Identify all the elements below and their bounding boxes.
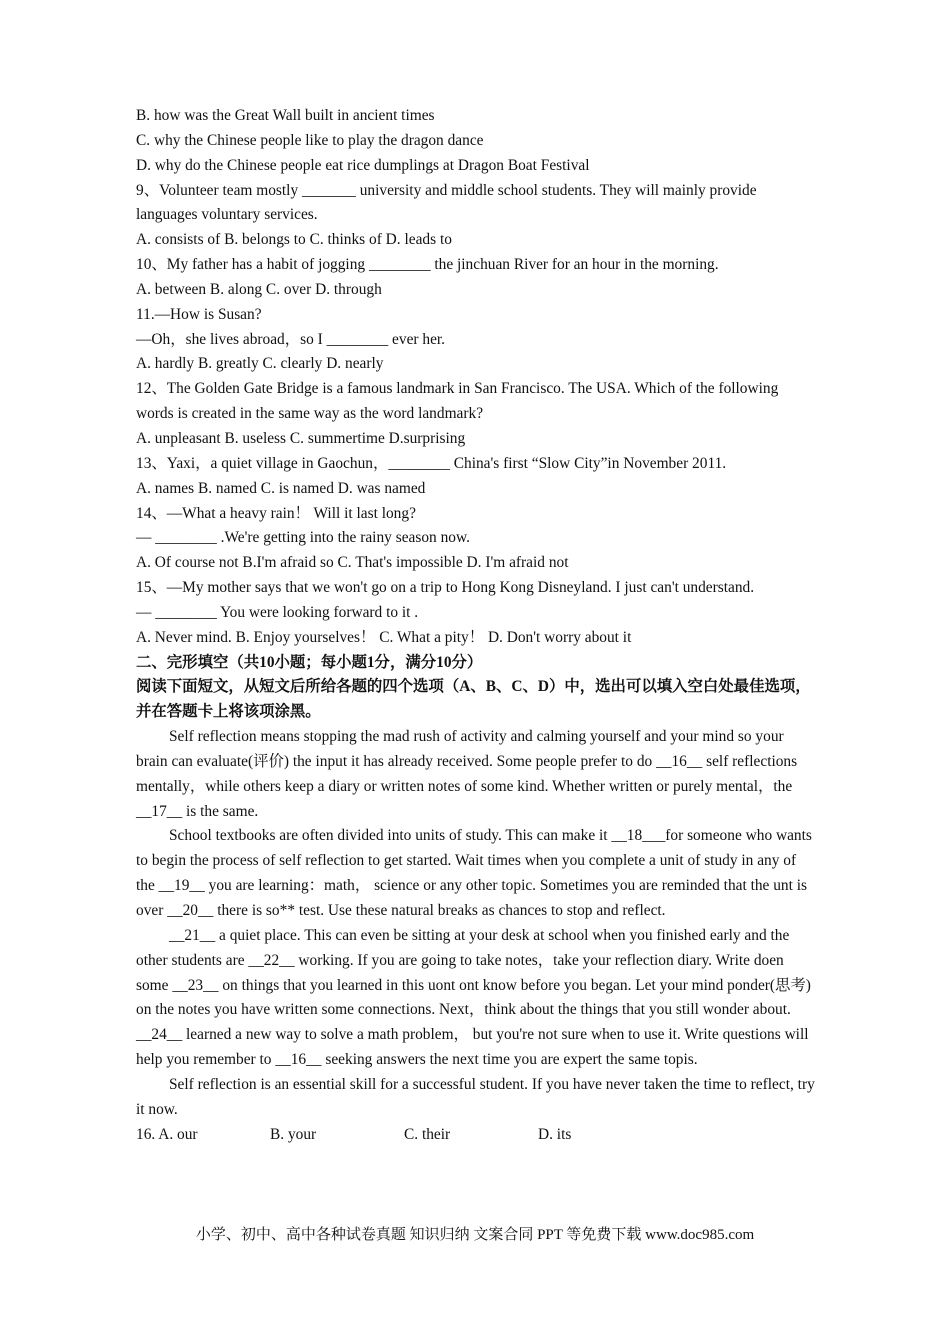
option-line-d: D. why do the Chinese people eat rice dumplings at Dragon Boat Festival xyxy=(136,156,590,174)
question-11-stem-reply: —Oh，she lives abroad，so I ________ ever her. xyxy=(136,330,446,348)
option-line-b: B. how was the Great Wall built in ancient times xyxy=(136,107,435,124)
question-16-option-c: C. their xyxy=(404,1125,451,1143)
question-16-option-d: D. its xyxy=(538,1125,572,1143)
exam-page xyxy=(136,104,816,1147)
footer-text: 小学、初中、高中各种试卷真题 知识归纳 文案合同 PPT 等免费下载 www.doc985.com xyxy=(195,1227,755,1243)
question-16-options xyxy=(136,1123,816,1148)
question-16-option-b: B. your xyxy=(270,1125,317,1143)
question-9-options: A. consists of B. belongs to C. thinks of D. leads to xyxy=(136,231,452,249)
question-11-options: A. hardly B. greatly C. clearly D. nearly xyxy=(136,355,384,373)
question-10-options: A. between B. along C. over D. through xyxy=(136,280,382,298)
question-13-options: A. names B. named C. is named D. was named xyxy=(136,479,426,497)
passage-paragraph-1: Self reflection means stopping the mad rush of activity and calming yourself and your mind so your brain can evaluate(评价) the input it has already received. Some people prefer to do __16__ self reflections mentally，while others keep a diary or written notes of some kind. Whether written or purely mental，the __17__ is the same. xyxy=(136,728,798,820)
question-14-stem: 14、—What a heavy rain！ Will it last long? xyxy=(136,504,416,522)
question-12-stem: 12、The Golden Gate Bridge is a famous landmark in San Francisco. The USA. Which of the following words is created in the same way as the word landmark? xyxy=(136,380,779,423)
question-11-stem: 11.—How is Susan? xyxy=(136,305,262,323)
question-15-stem-reply: — ________ You were looking forward to it . xyxy=(136,603,419,621)
passage-paragraph-2: School textbooks are often divided into units of study. This can make it __18___for someone who wants to begin the process of self reflection to get started. Wait times when you complete a unit of study in any of the __19__ you are learning：math， science or any other topic. Sometimes you are reminded that the unt is over __20__ there is so** test. Use these natural breaks as chances to stop and reflect. xyxy=(136,827,812,919)
passage-paragraph-4: Self reflection is an essential skill for a successful student. If you have never taken the time to reflect, try it now. xyxy=(136,1075,815,1118)
question-9-stem: 9、Volunteer team mostly _______ university and middle school students. They will mainly provide languages voluntary services. xyxy=(136,181,757,224)
question-16-option-a: 16. A. our xyxy=(136,1125,198,1143)
question-13-stem: 13、Yaxi，a quiet village in Gaochun，________ China's first “Slow City”in November 2011. xyxy=(136,454,727,472)
section-2-instruction: 阅读下面短文，从短文后所给各题的四个选项（A、B、C、D）中，选出可以填入空白处最佳选项，并在答题卡上将该项涂黑。 xyxy=(136,678,811,721)
section-2-heading: 二、完形填空（共10小题；每小题1分，满分10分） xyxy=(136,653,483,671)
option-line-c: C. why the Chinese people like to play the dragon dance xyxy=(136,131,484,149)
question-15-stem: 15、—My mother says that we won't go on a trip to Hong Kong Disneyland. I just can't understand. xyxy=(136,579,755,597)
question-15-options: A. Never mind. B. Enjoy yourselves！ C. What a pity！ D. Don't worry about it xyxy=(136,628,632,646)
question-14-options: A. Of course not B.I'm afraid so C. That's impossible D. I'm afraid not xyxy=(136,554,569,572)
question-12-options: A. unpleasant B. useless C. summertime D.surprising xyxy=(136,429,466,447)
question-10-stem: 10、My father has a habit of jogging ________ the jinchuan River for an hour in the morning. xyxy=(136,256,719,274)
question-14-stem-reply: — ________ .We're getting into the rainy season now. xyxy=(136,529,470,547)
passage-paragraph-3: __21__ a quiet place. This can even be sitting at your desk at school when you finished early and the other students are __22__ working. If you are going to take notes，take your reflection diary. Write doen some __23__ on things that you learned in this uont ont know before you began. Let your mind ponder(思考) on the notes you have written some connections. Next，think about the things that you still wonder about. __24__ learned a new way to solve a math problem， but you're not sure when to use it. Write questions will help you remember to __16__ seeking answers the next time you are expert the same topis. xyxy=(136,926,811,1069)
